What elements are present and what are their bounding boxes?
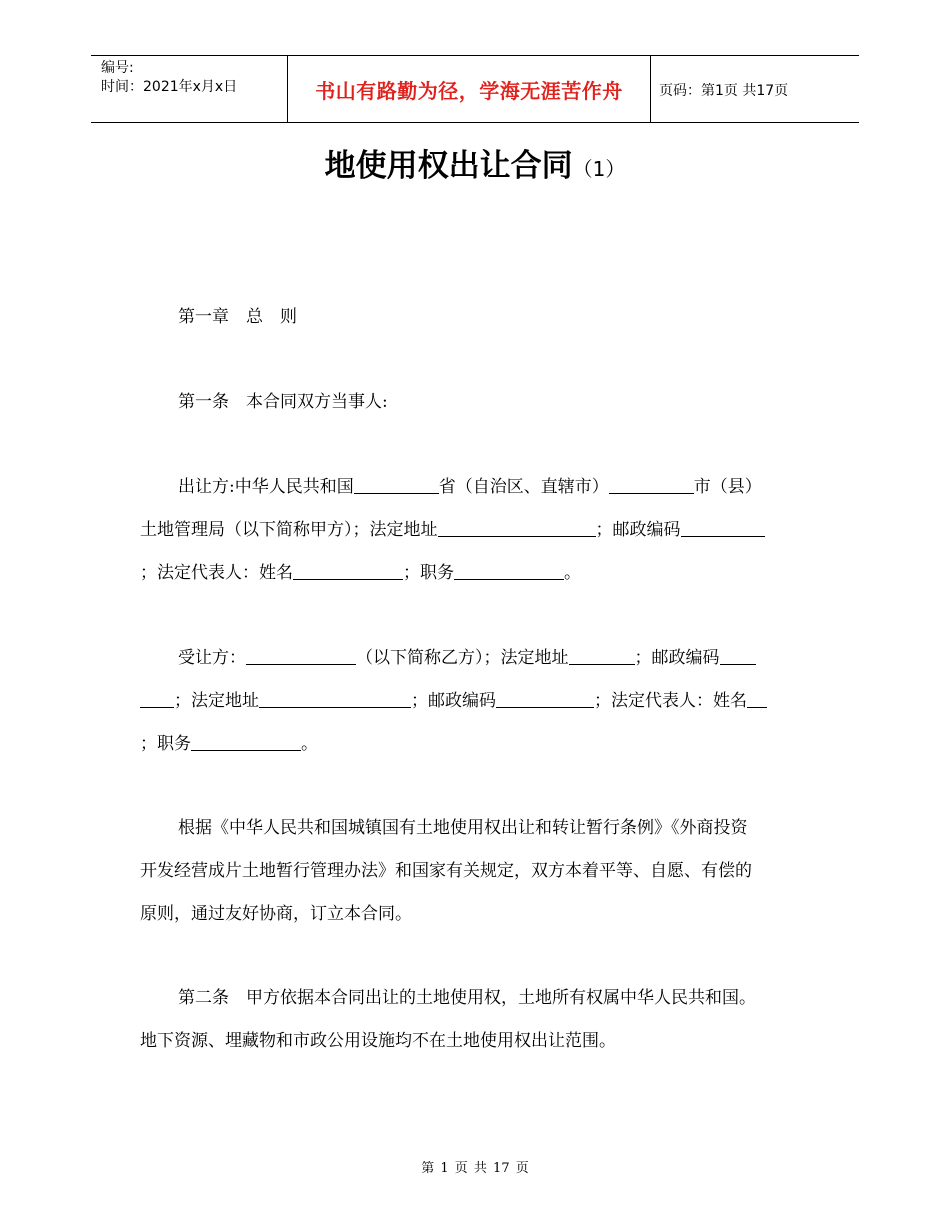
transferee-text-4: ；法定地址 [174,691,259,711]
transferor-text-3: 市（县） [693,477,762,497]
transferee-position-blank[interactable] [191,733,301,751]
transferee-address-blank[interactable] [569,647,635,665]
transferee-text-7: ；职务 [140,734,191,754]
title-suffix: （1） [572,157,626,181]
transferee-paragraph [140,637,812,766]
header-meta [101,59,237,97]
transferee-text-5: ；邮政编码 [411,691,496,711]
transferee-postcode-blank-cont[interactable] [140,690,174,708]
transferor-address-blank[interactable] [438,519,596,537]
title-main: 地使用权出让合同 [324,148,573,184]
basis-line-1: 根据《中华人民共和国城镇国有土地使用权出让和转让暂行条例》《外商投资 [178,818,748,838]
chapter-title: 第一章 总 则 [178,307,297,327]
transferor-paragraph [140,466,812,595]
transferor-text-1: 出让方:中华人民共和国 [178,477,354,497]
document-title [0,140,950,185]
chapter-heading [140,296,812,339]
transferee-name-blank[interactable] [246,647,356,665]
header-page-info: 页码：第1页 共17页 [659,83,789,99]
basis-paragraph [140,807,812,936]
document-time-label: 时间：2021年x月x日 [101,79,238,95]
transferor-text-7: ；职务 [403,563,454,583]
article-2 [140,977,812,1063]
article-1-heading: 第一条 本合同双方当事人: [178,392,388,412]
transferee-text-3: ；邮政编码 [634,648,720,668]
transferee-text-1: 受让方： [178,648,246,668]
transferor-text-2: 省（自治区、直辖市） [438,477,609,497]
transferee-address2-blank[interactable] [259,690,411,708]
page-footer: 第 1 页 共 17 页 [421,1161,529,1176]
transferor-text-5: ；邮政编码 [595,520,681,540]
transferee-postcode-blank[interactable] [720,647,756,665]
transferee-text-8: 。 [301,734,318,754]
transferor-rep-name-blank[interactable] [293,562,403,580]
city-blank[interactable] [609,476,694,494]
article-2-line-1: 第二条 甲方依据本合同出让的土地使用权，土地所有权属中华人民共和国。 [178,988,756,1008]
transferor-text-4: 土地管理局（以下简称甲方）；法定地址 [140,520,438,540]
basis-line-2: 开发经营成片土地暂行管理办法》和国家有关规定，双方本着平等、自愿、有偿的 [140,861,752,881]
header-motto: 书山有路勤为径，学海无涯苦作舟 [287,56,651,122]
page-header [91,55,859,123]
article-1 [140,381,812,424]
transferor-position-blank[interactable] [454,562,564,580]
article-2-line-2: 地下资源、埋藏物和市政公用设施均不在土地使用权出让范围。 [140,1031,616,1051]
transferee-text-2: （以下简称乙方）；法定地址 [356,648,569,668]
province-blank[interactable] [354,476,439,494]
transferor-postcode-blank[interactable] [681,519,765,537]
transferee-text-6: ；法定代表人：姓名 [594,691,747,711]
transferee-rep-name-blank[interactable] [747,690,767,708]
transferee-postcode2-blank[interactable] [496,690,594,708]
transferor-text-8: 。 [564,563,581,583]
basis-line-3: 原则，通过友好协商，订立本合同。 [140,904,412,924]
document-number-label: 编号: [101,60,134,76]
transferor-text-6: ；法定代表人：姓名 [140,563,293,583]
